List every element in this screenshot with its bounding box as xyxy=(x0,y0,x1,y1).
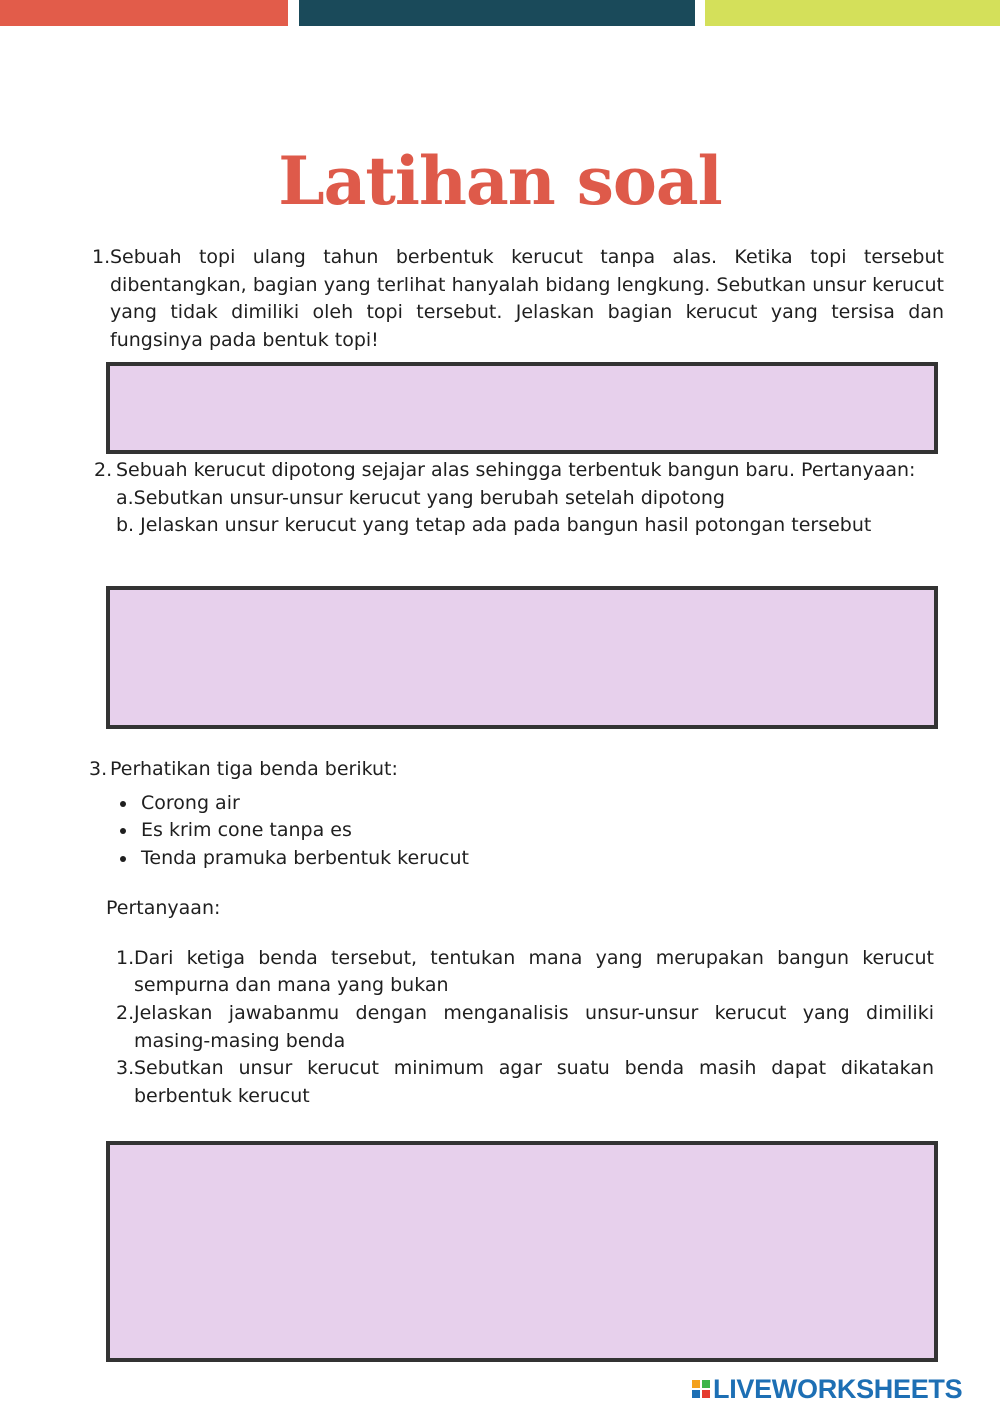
logo-square xyxy=(692,1380,700,1388)
sub-question-number: 3. xyxy=(116,1057,135,1080)
question-2-part-b: b. Jelaskan unsur kerucut yang tetap ada pada bangun hasil potongan tersebut xyxy=(116,514,872,537)
sub-question-list xyxy=(116,945,934,1111)
sub-question-text: Jelaskan jawabanmu dengan menganalisis unsur-unsur kerucut yang dimiliki masing-masing benda xyxy=(134,1001,934,1052)
question-3-number: 3. xyxy=(89,758,108,780)
list-item: Es krim cone tanpa es xyxy=(113,817,934,845)
sub-question-number: 2. xyxy=(116,1001,135,1024)
page-title: Latihan soal xyxy=(278,142,722,220)
question-1-text: Sebuah topi ulang tahun berbentuk kerucut tanpa alas. Ketika topi tersebut dibentangkan, bagian yang terlihat hanyalah bidang lengkung. Sebutkan unsur kerucut yang tidak dimiliki oleh topi tersebut. Jelaskan bagian kerucut yang tersisa dan fungsinya pada bentuk topi! xyxy=(110,246,944,352)
liveworksheets-logo-icon xyxy=(692,1380,710,1398)
brand-text: LIVEWORKSHEETS xyxy=(713,1373,963,1404)
question-1 xyxy=(92,244,944,355)
answer-box-2[interactable] xyxy=(106,586,938,729)
top-stripe-red xyxy=(0,0,288,26)
liveworksheets-brand[interactable] xyxy=(692,1373,962,1405)
sub-question-text: Dari ketiga benda tersebut, tentukan mana yang merupakan bangun kerucut sempurna dan mana yang bukan xyxy=(134,946,934,997)
sub-question-text: Sebutkan unsur kerucut minimum agar suatu benda masih dapat dikatakan berbentuk kerucut xyxy=(134,1057,934,1108)
question-3-intro: Perhatikan tiga benda berikut: xyxy=(110,758,398,780)
sub-question-number: 1. xyxy=(116,946,135,969)
question-2-text: Sebuah kerucut dipotong sejajar alas sehingga terbentuk bangun baru. Pertanyaan: xyxy=(116,459,916,481)
list-item: Tenda pramuka berbentuk kerucut xyxy=(113,845,934,873)
question-2-part-a: a.Sebutkan unsur-unsur kerucut yang berubah setelah dipotong xyxy=(116,486,725,509)
top-stripe-teal xyxy=(299,0,695,26)
question-1-number: 1. xyxy=(92,246,111,268)
answer-box-3[interactable] xyxy=(106,1141,938,1362)
logo-square xyxy=(702,1380,710,1388)
question-2-number: 2. xyxy=(94,459,113,481)
list-item: Corong air xyxy=(113,790,934,818)
sub-question-3 xyxy=(116,1055,934,1110)
question-2 xyxy=(94,457,938,540)
question-3 xyxy=(89,756,934,1111)
logo-square xyxy=(702,1390,710,1398)
top-stripe-lime xyxy=(705,0,1000,26)
answer-box-1[interactable] xyxy=(106,362,938,454)
sub-question-2 xyxy=(116,1000,934,1055)
object-list xyxy=(113,790,934,873)
logo-square xyxy=(692,1390,700,1398)
pertanyaan-label: Pertanyaan: xyxy=(106,896,221,919)
sub-question-1 xyxy=(116,945,934,1000)
